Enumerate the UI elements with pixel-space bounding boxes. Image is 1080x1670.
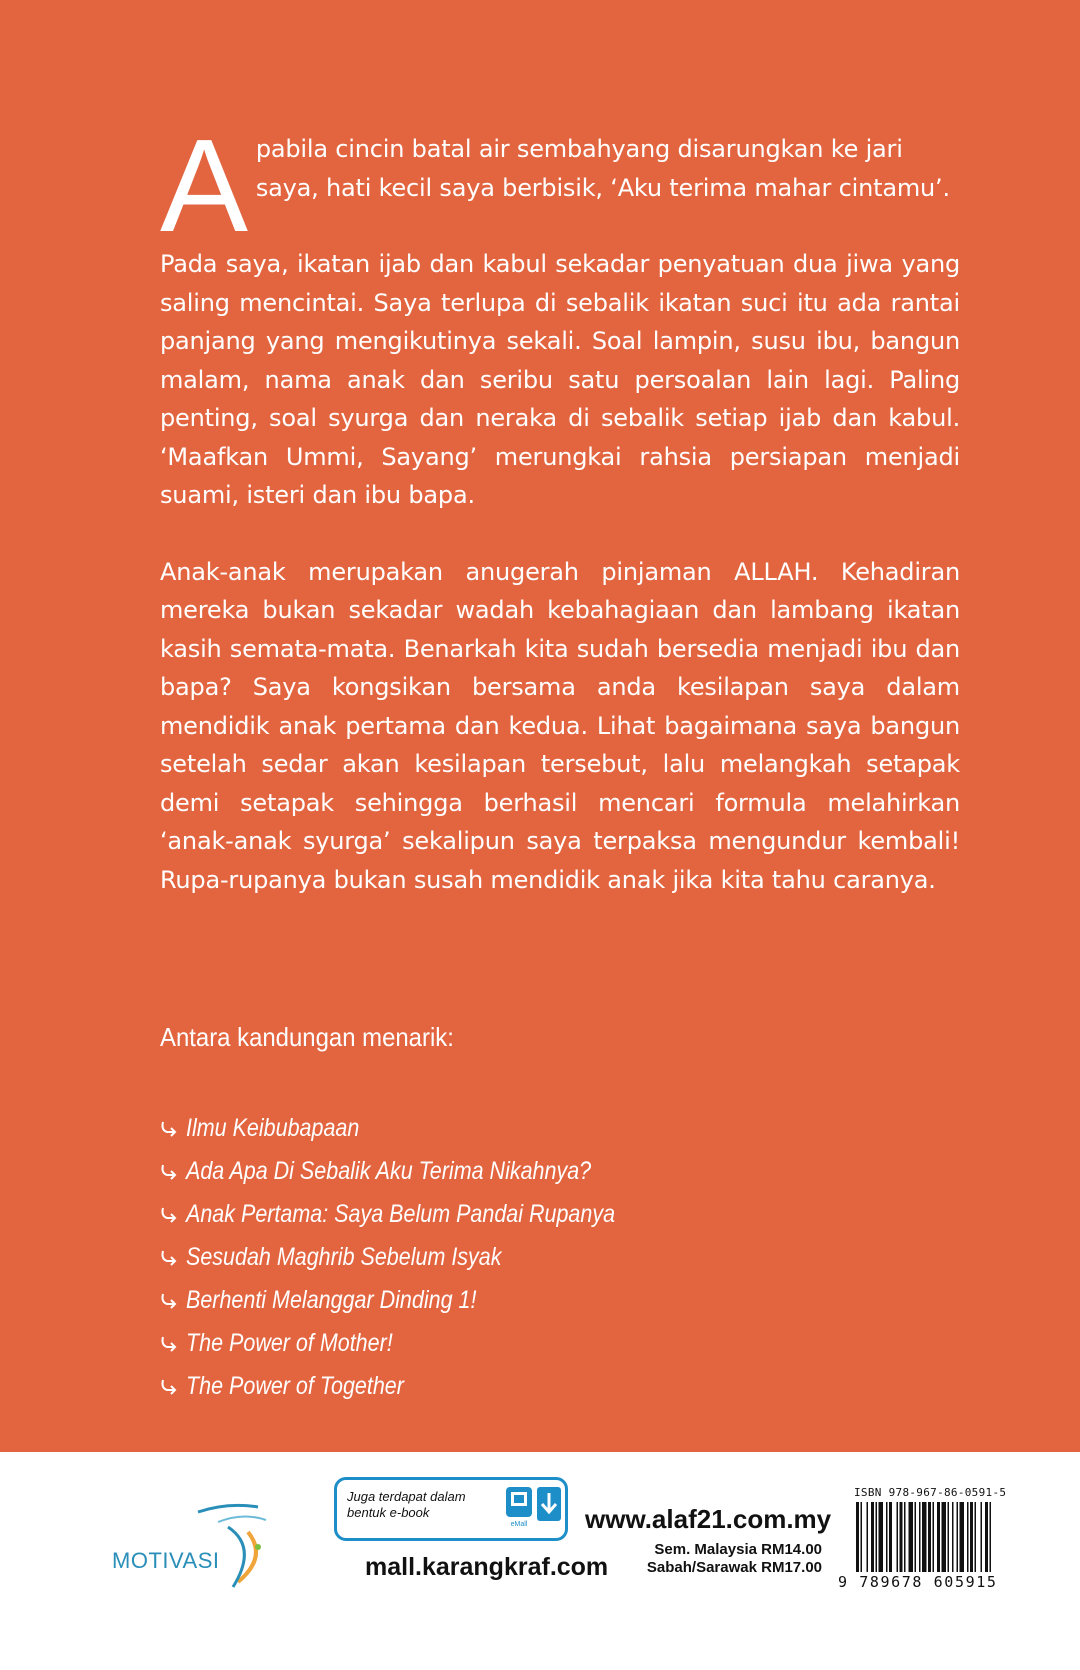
barcode-bar (909, 1502, 914, 1572)
list-item-label: Berhenti Melanggar Dinding 1! (186, 1286, 477, 1314)
isbn-label: ISBN 978-967-86-0591-5 (854, 1486, 1007, 1499)
barcode-bar (960, 1502, 965, 1572)
barcode-bar (889, 1502, 892, 1572)
barcode-icon (856, 1502, 1024, 1572)
list-item (158, 1193, 685, 1236)
barcode-bar (952, 1502, 954, 1572)
barcode-bar (957, 1502, 959, 1572)
price-peninsular: Sem. Malaysia RM14.00 (654, 1541, 822, 1558)
curved-arrow-icon (158, 1118, 180, 1140)
list-item (158, 1150, 685, 1193)
blurb-paragraph-2: Pada saya, ikatan ijab dan kabul sekadar penyatuan dua jiwa yang saling mencintai. Saya terlupa di sebalik ikatan suci itu ada rantai panjang yang mengikutinya sekali. Soal lampin, susu ibu, bangun malam, nama anak dan seribu satu persoalan lain lagi. Paling penting, soal syurga dan neraka di sebalik setiap ijab dan kabul. ‘Maafkan Ummi, Sayang’ merungkai rahsia persiapan menjadi suami, isteri dan ibu bapa. (160, 250, 960, 509)
download-icon (536, 1486, 562, 1522)
barcode-bar (990, 1502, 992, 1572)
list-item (158, 1236, 685, 1279)
barcode-bar (922, 1502, 927, 1572)
motivasi-logo-icon (108, 1492, 273, 1592)
list-item-label: The Power of Mother! (186, 1329, 393, 1357)
highlights-list (158, 1107, 685, 1408)
list-item (158, 1279, 685, 1322)
barcode-bar (879, 1502, 884, 1572)
barcode-bar (933, 1502, 935, 1572)
curved-arrow-icon (158, 1161, 180, 1183)
drop-cap: A (160, 112, 248, 259)
website-url[interactable]: www.alaf21.com.my (585, 1504, 832, 1534)
emall-icon-label: eMall (510, 1521, 528, 1528)
publisher-logo-text: MOTIVASI (112, 1548, 220, 1573)
list-item-label: Ada Apa Di Sebalik Aku Terima Nikahnya? (186, 1157, 592, 1185)
barcode-bar (975, 1502, 977, 1572)
list-item-label: Sesudah Maghrib Sebelum Isyak (186, 1243, 502, 1271)
blurb-text (160, 112, 960, 937)
barcode-bar (876, 1502, 878, 1572)
emall-icon (505, 1486, 533, 1528)
barcode-bar (900, 1502, 903, 1572)
barcode-bar (871, 1502, 874, 1572)
list-item-label: The Power of Together (186, 1372, 404, 1400)
barcode-bar (861, 1502, 863, 1572)
barcode-bar (928, 1502, 931, 1572)
blurb-paragraph-1-text: pabila cincin batal air sembahyang disarungkan ke jari saya, hati kecil saya berbisik, ‘Aku terima mahar cintamu’. (255, 135, 950, 202)
barcode-bar (856, 1502, 859, 1572)
barcode-bar (867, 1502, 869, 1572)
barcode-bar (915, 1502, 917, 1572)
highlights-heading: Antara kandungan menarik: (160, 1022, 454, 1052)
barcode-bar (904, 1502, 906, 1572)
barcode-digits: 9 789678 605915 (838, 1573, 998, 1591)
list-item (158, 1107, 685, 1150)
curved-arrow-icon (158, 1376, 180, 1398)
barcode-bar (942, 1502, 947, 1572)
curved-arrow-icon (158, 1333, 180, 1355)
curved-arrow-icon (158, 1290, 180, 1312)
blurb-paragraph-3: Anak-anak merupakan anugerah pinjaman ALLAH. Kehadiran mereka bukan sekadar wadah kebahagiaan dan lambang ikatan kasih semata-mata. Benarkah kita sudah bersedia menjadi ibu dan bapa? Saya kongsikan bersama anda kesilapan saya dalam mendidik anak pertama dan kedua. Lihat bagaimana saya bangun setelah sedar akan kesilapan tersebut, lalu melangkah setapak demi setapak sehingga berhasil mencari formula melahirkan ‘anak-anak syurga’ sekalipun saya terpaksa mengundur kembali! Rupa-rupanya bukan susah mendidik anak jika kita tahu caranya. (160, 557, 960, 894)
price-east: Sabah/Sarawak RM17.00 (646, 1559, 822, 1576)
list-item-label: Anak Pertama: Saya Belum Pandai Rupanya (186, 1200, 616, 1228)
barcode-bar (970, 1502, 973, 1572)
list-item-label: Ilmu Keibubapaan (186, 1114, 360, 1142)
barcode-bar (897, 1502, 899, 1572)
list-item (158, 1322, 685, 1365)
barcode-bar (981, 1502, 983, 1572)
curved-arrow-icon (158, 1247, 180, 1269)
barcode-bar (985, 1502, 988, 1572)
mall-url[interactable]: mall.karangkraf.com (365, 1553, 609, 1581)
barcode-bar (967, 1502, 969, 1572)
curved-arrow-icon (158, 1204, 180, 1226)
cover-footer (0, 1452, 1080, 1670)
barcode-bar (937, 1502, 940, 1572)
ebook-badge (334, 1477, 568, 1541)
barcode-bar (948, 1502, 950, 1572)
ebook-badge-text: Juga terdapat dalam bentuk e-book (347, 1489, 466, 1520)
list-item (158, 1365, 685, 1408)
barcode-bar (919, 1502, 921, 1572)
barcode-bar (886, 1502, 888, 1572)
blurb-paragraph-1 (160, 112, 960, 259)
